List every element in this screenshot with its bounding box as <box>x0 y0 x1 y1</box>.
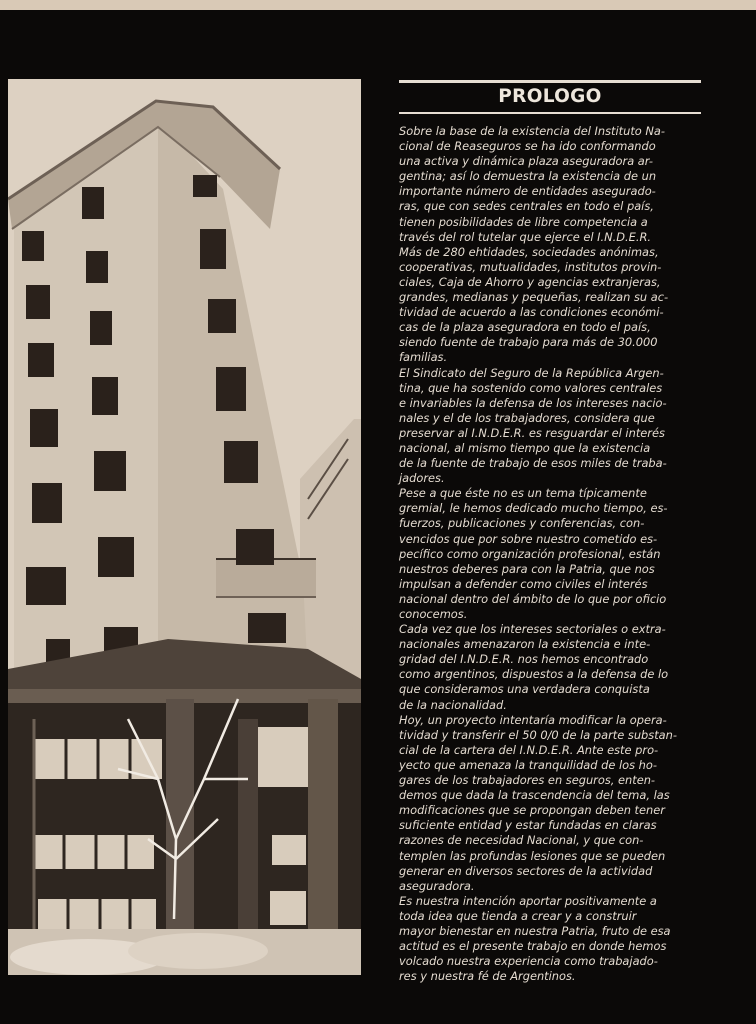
prologue-line: nales y el de los trabajadores, considera que <box>399 410 655 425</box>
prologue-line: pecífico como organización profesional, están <box>399 546 661 561</box>
prologue-line: familias. <box>399 350 448 365</box>
prologue-line: volcado nuestra experiencia como trabajado- <box>399 954 658 969</box>
prologue-line: grandes, medianas y pequeñas, realizan su ac- <box>399 290 669 305</box>
prologue-line: Sobre la base de la existencia del Instituto Na- <box>399 124 665 138</box>
paper-edge <box>0 0 756 10</box>
prologue-line: aseguradora. <box>399 878 475 893</box>
prologue-line: e invariables la defensa de los intereses nacio- <box>399 395 667 410</box>
prologue-line: nacionales amenazaron la existencia e inte- <box>399 637 651 652</box>
prologue-line: El Sindicato del Seguro de la República Argen- <box>399 365 664 380</box>
prologue-line: que consideramos una verdadera conquista <box>399 682 650 697</box>
prologue-line: demos que dada la trascendencia del tema, las <box>399 788 670 803</box>
building-illustration <box>8 79 361 975</box>
prologue-line: Hoy, un proyecto intentaría modificar la opera- <box>399 712 667 727</box>
prologue-line: siendo fuente de trabajo para más de 30.000 <box>399 335 658 350</box>
prologue-line: una activa y dinámica plaza aseguradora ar- <box>399 154 653 169</box>
prologue-line: suficiente entidad y estar fundadas en claras <box>399 818 657 833</box>
prologue-line: de la fuente de trabajo de esos miles de traba- <box>399 456 667 471</box>
prologue-line: nuestros deberes para con la Patria, que nos <box>399 561 655 576</box>
prologue-line: tienen posibilidades de libre competencia a <box>399 214 648 229</box>
prologue-line: de la nacionalidad. <box>399 697 507 712</box>
prologue-line: actitud es el presente trabajo en donde hemos <box>399 939 667 954</box>
prologue-line: nacional dentro del ámbito de lo que por oficio <box>399 591 667 606</box>
prologue-body <box>399 124 701 984</box>
prologue-line: gentina; así lo demuestra la existencia de un <box>399 169 657 184</box>
prologue-line: importante número de entidades asegurado- <box>399 184 656 199</box>
prologue-line: gares de los trabajadores en seguros, enten- <box>399 773 656 788</box>
prologue-line: Es nuestra intención aportar positivamente a <box>399 893 657 908</box>
prologue-line: gremial, le hemos dedicado mucho tiempo, es- <box>399 501 668 516</box>
prologue-line: cas de la plaza aseguradora en todo el país, <box>399 320 651 335</box>
prologue-line: preservar al I.N.D.E.R. es resguardar el interés <box>399 425 665 440</box>
prologue-line: nacional, al mismo tiempo que la existencia <box>399 440 651 455</box>
prologue-line: cooperativas, mutualidades, institutos provin- <box>399 259 662 274</box>
prologue-line: tina, que ha sostenido como valores centrales <box>399 380 663 395</box>
prologue-line: gridad del I.N.D.E.R. nos hemos encontrado <box>399 652 649 667</box>
prologue-line: templen las profundas lesiones que se pueden <box>399 848 666 863</box>
prologue-line: modificaciones que se propongan deben tener <box>399 803 665 818</box>
prologue-line: toda idea que tienda a crear y a construir <box>399 908 637 923</box>
prologue-line: través del rol tutelar que ejerce el I.N.D.E.R. <box>399 229 651 244</box>
prologue-line: cial de la cartera del I.N.D.E.R. Ante este pro- <box>399 742 659 757</box>
prologue-line: fuerzos, publicaciones y conferencias, con- <box>399 516 645 531</box>
prologue-heading: PROLOGO <box>498 86 602 107</box>
prologue-line: ras, que con sedes centrales en todo el país, <box>399 199 654 214</box>
prologue-line: conocemos. <box>399 607 468 621</box>
heading-top-rule <box>399 80 701 83</box>
prologue-line: tividad y transferir el 50 0/0 de la parte substan- <box>399 727 677 742</box>
heading-bottom-rule <box>399 112 701 114</box>
prologue-line: Más de 280 ehtidades, sociedades anónimas, <box>399 244 659 259</box>
prologue-line: razones de necesidad Nacional, y que con- <box>399 833 644 848</box>
prologue-line: generar en diversos sectores de la actividad <box>399 863 653 878</box>
prologue-line: Pese a que éste no es un tema típicamente <box>399 486 647 501</box>
prologue-line: mayor bienestar en nuestra Patria, fruto de esa <box>399 923 671 938</box>
prologue-line: impulsan a defender como civiles el interés <box>399 576 648 591</box>
prologue-line: vencidos que por sobre nuestro cometido es- <box>399 531 658 546</box>
prologue-column <box>399 80 701 984</box>
prologue-line: como argentinos, dispuestos a la defensa de lo <box>399 667 669 682</box>
prologue-line: jadores. <box>399 471 445 486</box>
prologue-line: tividad de acuerdo a las condiciones económi- <box>399 305 664 320</box>
building-photo <box>8 79 361 975</box>
prologue-line: res y nuestra fé de Argentinos. <box>399 969 576 984</box>
prologue-line: Cada vez que los intereses sectoriales o extra- <box>399 622 666 637</box>
prologue-line: cional de Reaseguros se ha ido conformando <box>399 139 656 154</box>
prologue-line: yecto que amenaza la tranquilidad de los ho- <box>399 757 657 772</box>
prologue-line: ciales, Caja de Ahorro y agencias extranjeras, <box>399 274 661 289</box>
